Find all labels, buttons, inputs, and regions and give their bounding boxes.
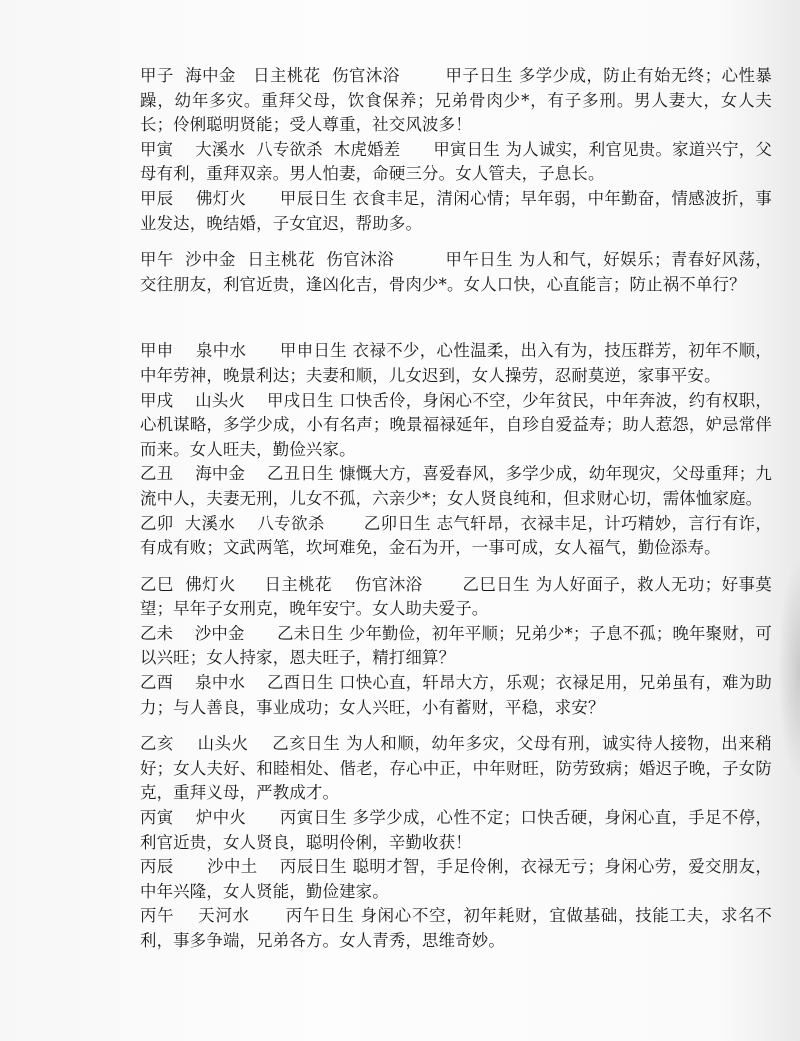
entry-head: 丙辰 沙中土 (140, 857, 280, 877)
document-body (140, 64, 772, 954)
entry-yihai (140, 732, 772, 806)
entry-jiazi (140, 64, 772, 138)
entry-head: 丙午 天河水 (140, 906, 286, 926)
spacer (140, 297, 772, 339)
entry-jiawu (140, 248, 772, 297)
entry-text: 甲午日生 为人和气，好娱乐；青春好风荡，交往朋友，利官近贵，逢凶化吉，骨肉少*。女人口快，心直能言；防止祸不单行？ (140, 250, 772, 294)
entry-text: 甲辰日生 衣食丰足，清闲心情；早年弱，中年勤奋，情感波折，事业发达，晚结婚，子女宜迟，帮助多。 (140, 188, 772, 233)
entry-text: 甲申日生 衣禄不少，心性温柔，出入有为，技压群芳，初年不顺，中年劳神，晚景利达；夫妻和顺，儿女迟到，女人操劳，忍耐莫逆，家事平安。 (140, 341, 772, 385)
entry-head: 甲午 沙中金 日主桃花 伤官沐浴 (140, 250, 446, 270)
entry-yichou (140, 462, 772, 511)
entry-jiachen (140, 187, 772, 236)
entry-text: 乙卯日生 志气轩昂，衣禄丰足，计巧精妙，言行有诈，有成有败；文武两笔，坎坷难免，金石为开，一事可成，女人福气，勤俭添寿。 (140, 513, 772, 558)
entry-text: 甲寅日生 为人诚实，利官见贵。家道兴宁，父母有利，重拜双亲。男人怕妻，命硬三分。女人管夫，子息长。 (140, 139, 772, 184)
entry-text: 乙未日生 少年勤俭，初年平顺；兄弟少*；子息不孤；晚年聚财，可以兴旺；女人持家，恩夫旺子，精打细算？ (140, 623, 772, 668)
entry-yimao (140, 512, 772, 561)
entry-head: 乙卯 大溪水 八专欲杀 (140, 513, 364, 533)
spacer (140, 720, 772, 732)
entry-bingyin (140, 806, 772, 855)
entry-head: 甲子 海中金 日主桃花 伤官沐浴 (140, 66, 446, 85)
entry-jiashen (140, 339, 772, 388)
entry-head: 乙酉 泉中水 (140, 673, 268, 693)
entry-text: 甲戌日生 口快舌伶，身闲心不空，少年贫民，中年奔波，约有权职，心机谋略，多学少成，小有名声；晚景福禄延年，自珍自爱益寿；助人惹怨，妒忌常伴而来。女人旺夫，勤俭兴家。 (140, 390, 772, 459)
entry-head: 甲申 泉中水 (140, 341, 280, 361)
entry-head: 乙亥 山头火 (140, 734, 273, 754)
entry-bingwu (140, 904, 772, 953)
entry-head: 乙未 沙中金 (140, 623, 278, 643)
entry-jiayin (140, 138, 772, 187)
entry-bingchen (140, 855, 772, 904)
entry-text: 乙巳日生 为人好面子，救人无功；好事莫望；早年子女刑克，晚年安宁。女人助夫爱子。 (140, 574, 772, 619)
entry-yiwei (140, 622, 772, 671)
entry-text: 丙午日生 身闲心不空，初年耗财，宜做基础，技能工夫，求名不利，事多争端，兄弟各方。女人青秀，思维奇妙。 (140, 906, 772, 950)
entry-yiyou (140, 671, 772, 720)
entry-jiaxu (140, 389, 772, 463)
entry-head: 甲戌 山头火 (140, 390, 268, 410)
entry-head: 乙丑 海中金 (140, 464, 268, 484)
entry-text: 丙辰日生 聪明才智，手足伶俐，衣禄无亏；身闲心劳，爱交朋友，中年兴隆，女人贤能，勤俭建家。 (140, 857, 772, 901)
entry-text: 甲子日生 多学少成，防止有始无终；心性暴躁，幼年多灾。重拜父母，饮食保养；兄弟骨肉少*，有子多刑。男人妻大，女人夫长；伶俐聪明贤能；受人尊重，社交风波多！ (140, 66, 772, 135)
entry-head: 甲辰 佛灯火 (140, 188, 280, 208)
entry-text: 乙酉日生 口快心直，轩昂大方，乐观；衣禄足用，兄弟虽有，难为助力；与人善良，事业成功；女人兴旺，小有蓄财，平稳，求安？ (140, 673, 772, 717)
entry-text: 乙丑日生 慷慨大方，喜爱春风，多学少成，幼年现灾，父母重拜；九流中人，夫妻无刑，儿女不孤，六亲少*；女人贤良纯和，但求财心切，需体恤家庭。 (140, 464, 772, 508)
entry-head: 乙巳 佛灯火 日主桃花 伤官沐浴 (140, 574, 463, 594)
entry-text: 丙寅日生 多学少成，心性不定；口快舌硬，身闲心直，手足不停，利官近贵，女人贤良，聪明伶俐，辛勤收获！ (140, 808, 772, 852)
entry-head: 丙寅 炉中火 (140, 808, 280, 828)
entry-head: 甲寅 大溪水 八专欲杀 木虎婚差 (140, 139, 434, 159)
entry-yisi (140, 573, 772, 622)
page-edge-shadow (778, 560, 800, 780)
spacer (140, 561, 772, 573)
spacer (140, 236, 772, 248)
entry-text: 乙亥日生 为人和顺，幼年多灾，父母有刑，诚实待人接物，出来稍好；女人夫好、和睦相处、偕老，存心中正，中年财旺，防劳致病；婚迟子晚，子女防克，重拜义母，严教成才。 (140, 734, 772, 803)
